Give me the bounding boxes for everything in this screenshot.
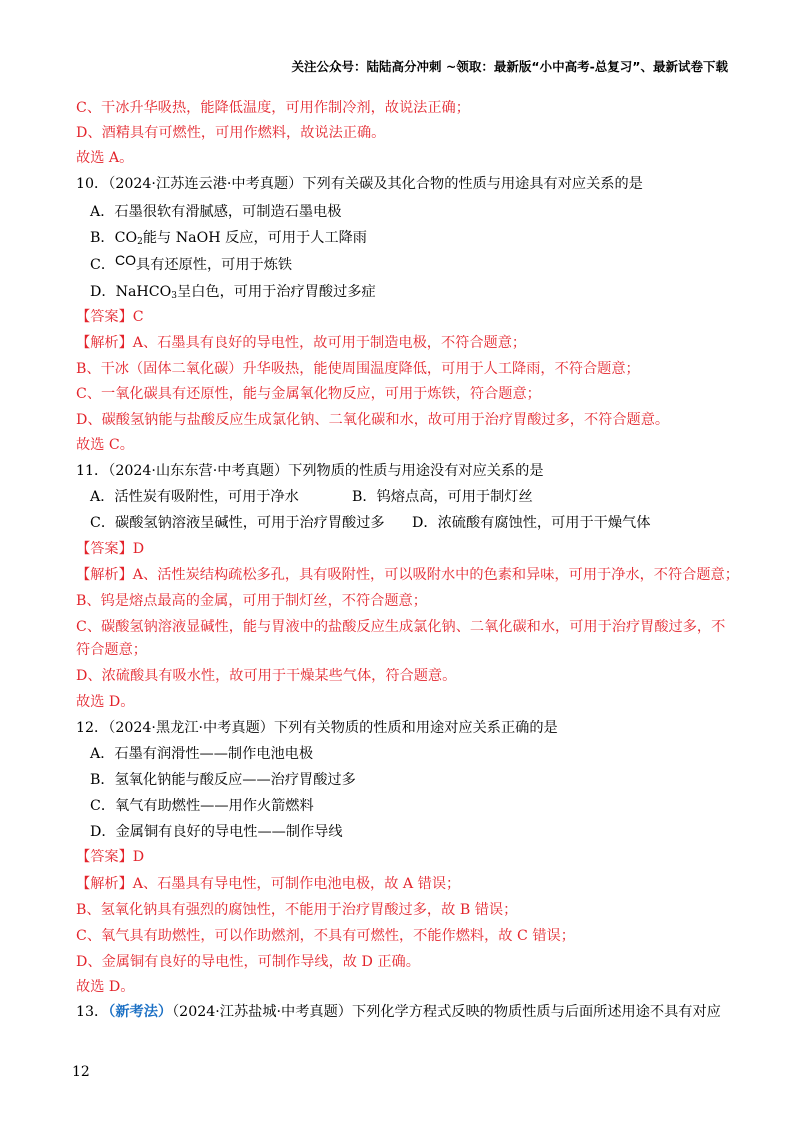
q11-exp-c1: C、碳酸氢钠溶液显碱性，能与胃液中的盐酸反应生成氯化钠、二氧化碳和水，可用于治疗胃酸过多，不 — [76, 619, 726, 635]
q10-c-post: 具有还原性，可用于炼铁 — [136, 257, 293, 273]
q10-exp-label: 【解析】 — [76, 335, 133, 351]
q12-exp-a — [76, 874, 460, 894]
q12-answer — [76, 847, 144, 867]
q9-exp-d: D、酒精具有可燃性，可用作燃料，故说法正确。 — [76, 125, 386, 141]
q12-option-d: D．金属铜有良好的导电性——制作导线 — [90, 824, 343, 840]
q13-stem-text: （2024·江苏盐城·中考真题）下列化学方程式反映的物质性质与后面所述用途不具有对应 — [172, 1004, 721, 1020]
q11-option-d: D．浓硫酸有腐蚀性，可用于干燥气体 — [412, 515, 651, 531]
q10-option-a: A．石墨很软有滑腻感，可制造石墨电极 — [90, 204, 342, 220]
q10-answer-label: 【答案】 — [76, 309, 133, 325]
q10-answer-value: C — [132, 309, 144, 325]
q10-exp-c: C、一氧化碳具有还原性，能与金属氧化物反应，可用于炼铁，符合题意； — [76, 386, 541, 402]
q12-exp-b: B、氢氧化钠具有强烈的腐蚀性，不能用于治疗胃酸过多，故 B 错误； — [76, 902, 518, 918]
q10-stem: 10．（2024·江苏连云港·中考真题）下列有关碳及其化合物的性质与用途具有对应关系的是 — [76, 176, 643, 192]
q11-exp-b: B、钨是熔点最高的金属，可用于制灯丝，不符合题意； — [76, 593, 427, 609]
q10-b-post: 能与 NaOH 反应，可用于人工降雨 — [142, 230, 367, 246]
q10-option-b — [90, 228, 367, 252]
q10-b-sub: 2 — [137, 237, 143, 247]
page-header: 关注公众号：陆陆高分冲刺 ~领取：最新版“小中高考-总复习”、最新试卷下载 — [291, 59, 728, 74]
q10-d-pre: D．NaHCO — [90, 284, 172, 300]
q13-stem — [76, 1002, 721, 1022]
q10-c-pre: C． — [90, 257, 116, 273]
q10-exp-a — [76, 333, 526, 353]
q9-exp-c: C、干冰升华吸热，能降低温度，可用作制冷剂，故说法正确； — [76, 100, 470, 116]
q10-exp-b: B、干冰（固体二氧化碳）升华吸热，能使周围温度降低，可用于人工降雨，不符合题意； — [76, 361, 640, 377]
q10-exp-a-text: A、石墨具有良好的导电性，故可用于制造电极，不符合题意； — [132, 335, 527, 351]
q10-option-d — [90, 282, 376, 306]
page-number: 12 — [72, 1064, 90, 1080]
q13-tag: （新考法） — [108, 1004, 173, 1020]
q10-exp-d: D、碳酸氢钠能与盐酸反应生成氯化钠、二氧化碳和水，故可用于治疗胃酸过多，不符合题意。 — [76, 412, 670, 428]
q11-answer — [76, 539, 144, 559]
q11-exp-c2: 符合题意； — [76, 642, 147, 658]
q10-option-c — [90, 254, 292, 275]
q11-exp-d: D、浓硫酸具有吸水性，故可用于干燥某些气体，符合题意。 — [76, 668, 457, 684]
q10-d-sub: 3 — [171, 291, 178, 301]
q13-number: 13． — [76, 1004, 109, 1020]
q12-option-b: B．氢氧化钠能与酸反应——治疗胃酸过多 — [90, 772, 356, 788]
q11-exp-label: 【解析】 — [76, 567, 133, 583]
q11-exp-a-text: A、活性炭结构疏松多孔，具有吸附性，可以吸附水中的色素和异味，可用于净水，不符合题意； — [132, 567, 739, 583]
q12-conclusion: 故选 D。 — [76, 979, 135, 995]
q10-d-post: 呈白色，可用于治疗胃酸过多症 — [177, 284, 376, 300]
q12-exp-c: C、氧气具有助燃性，可以作助燃剂，不具有可燃性，不能作燃料，故 C 错误； — [76, 928, 575, 944]
q11-stem: 11．（2024·山东东营·中考真题）下列物质的性质与用途没有对应关系的是 — [76, 463, 544, 479]
q11-answer-value: D — [132, 541, 145, 557]
q12-stem: 12．（2024·黑龙江·中考真题）下列有关物质的性质和用途对应关系正确的是 — [76, 720, 558, 736]
q10-c-formula: CO — [115, 252, 137, 268]
q12-exp-d: D、金属铜有良好的导电性，可制作导线，故 D 正确。 — [76, 954, 420, 970]
q12-exp-a-text: A、石墨具有导电性，可制作电池电极，故 A 错误； — [132, 876, 461, 892]
q10-b-pre: B．CO — [90, 230, 138, 246]
q11-option-a: A．活性炭有吸附性，可用于净水 — [90, 489, 299, 505]
q10-conclusion: 故选 C。 — [76, 437, 134, 453]
q10-answer — [76, 307, 144, 327]
q12-answer-value: D — [132, 849, 145, 865]
q12-option-a: A．石墨有润滑性——制作电池电极 — [90, 746, 314, 762]
q12-exp-label: 【解析】 — [76, 876, 133, 892]
q12-answer-label: 【答案】 — [76, 849, 133, 865]
q11-answer-label: 【答案】 — [76, 541, 133, 557]
q11-exp-a — [76, 565, 739, 585]
q11-option-c: C．碳酸氢钠溶液呈碱性，可用于治疗胃酸过多 — [90, 515, 385, 531]
q11-option-b: B．钨熔点高，可用于制灯丝 — [352, 489, 533, 505]
q11-conclusion: 故选 D。 — [76, 694, 135, 710]
q9-conclusion: 故选 A。 — [76, 150, 134, 166]
q12-option-c: C．氧气有助燃性——用作火箭燃料 — [90, 798, 314, 814]
